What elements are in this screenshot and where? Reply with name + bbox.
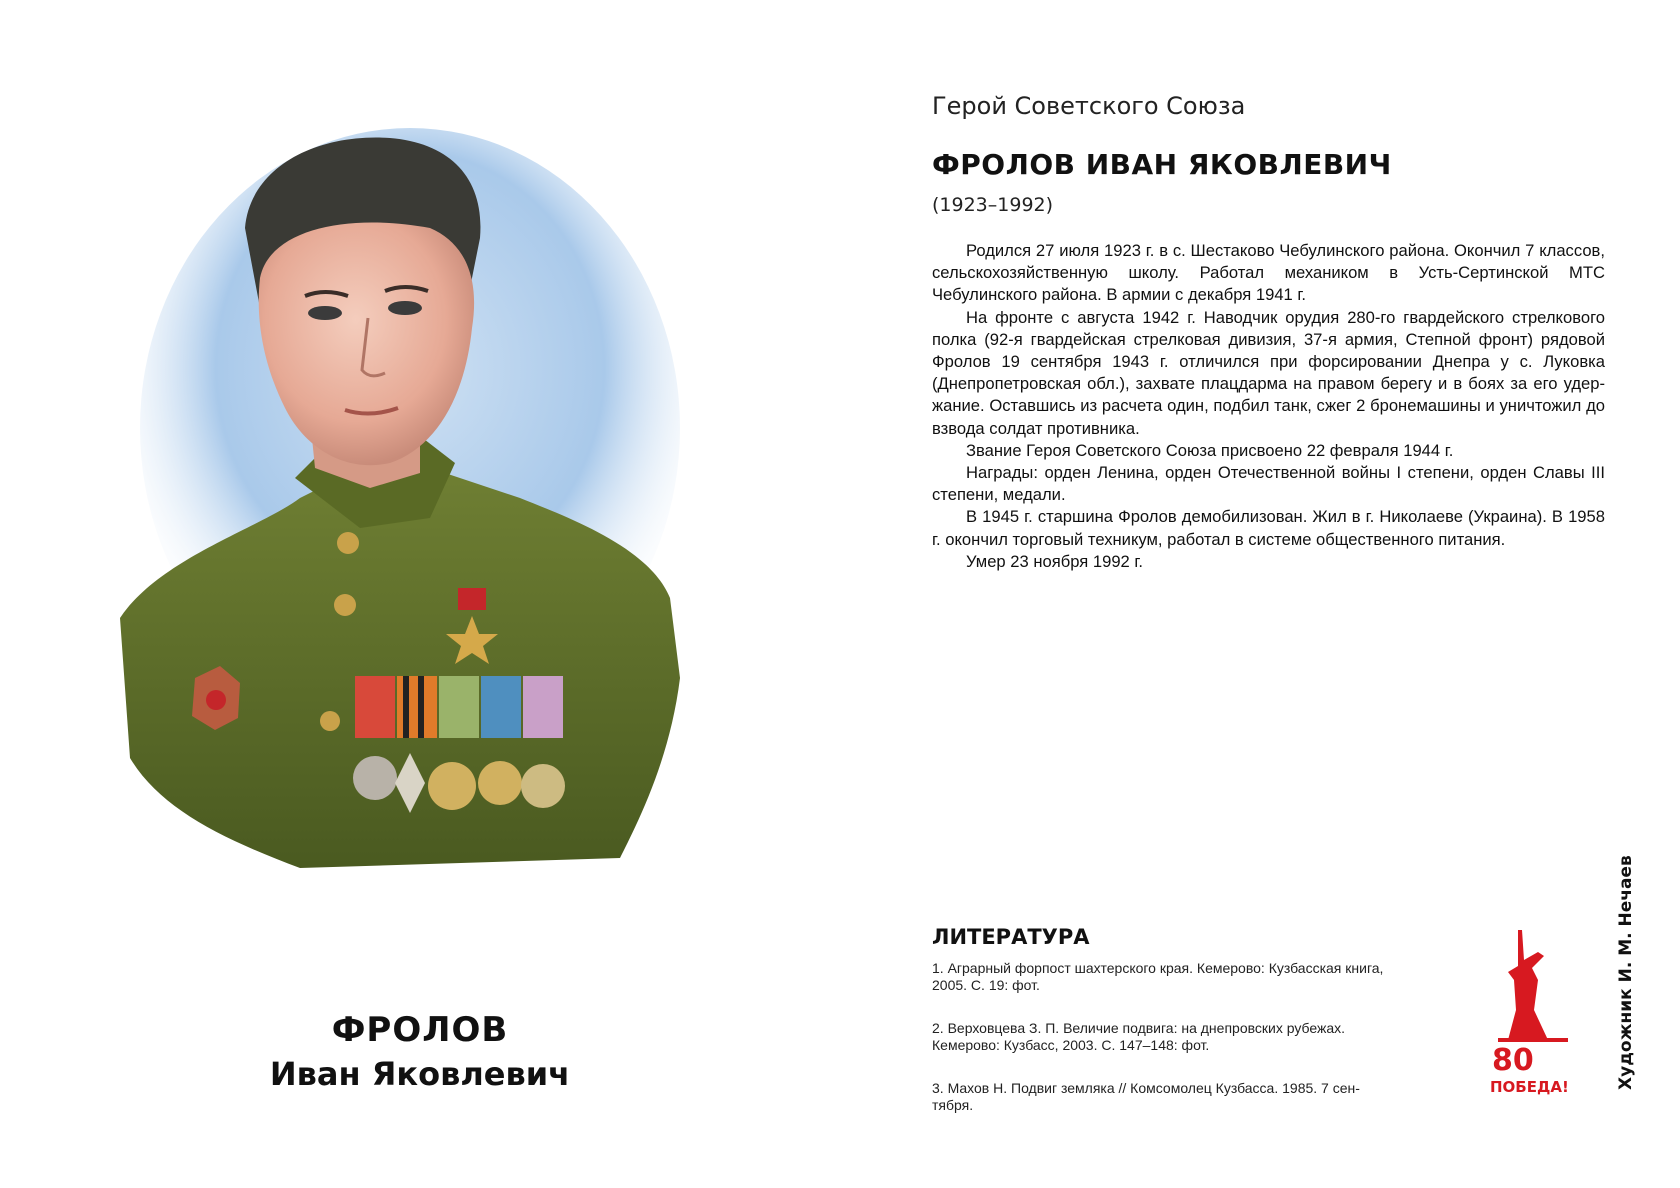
literature-heading: ЛИТЕРАТУРА: [932, 925, 1090, 949]
biography: [932, 240, 1605, 573]
bio-paragraph: Родился 27 июля 1923 г. в с. Шестаково Чебулинского района. Окончил 7 классов, сельскохозяйственную школу. Работал механиком в Усть-Сертинской МТС Чебулинского района. В армии с декабря 1941 г.: [932, 241, 1605, 305]
literature-item: 1. Аграрный форпост шахтерского края. Кемерово: Кузбасская книга, 2005. С. 19: фот.: [932, 960, 1384, 993]
portrait-caption: [100, 1008, 740, 1096]
literature-item: 3. Махов Н. Подвиг земляка // Комсомолец Кузбасса. 1985. 7 сентября.: [932, 1080, 1360, 1113]
portrait-painting: [100, 118, 740, 968]
logo-word: ПОБЕДА!: [1490, 1078, 1569, 1096]
bio-paragraph: В 1945 г. старшина Фролов демобилизован. Жил в г. Николаеве (Украина). В 1958 г. окончил торговый техникум, работал в системе общественного питания.: [932, 507, 1605, 549]
victory-80-logo-icon: [1488, 920, 1578, 1100]
logo-number: 80: [1492, 1043, 1534, 1078]
artist-credit: Художник И. М. Нечаев: [1616, 855, 1636, 1090]
bio-paragraph: Звание Героя Советского Союза присвоено 22 февраля 1944 г.: [966, 440, 1454, 460]
literature-item: 2. Верховцева З. П. Величие подвига: на днепровских рубежах. Кемерово: Кузбасс, 2003. С. 147–148: фот.: [932, 1020, 1346, 1053]
life-years: (1923–1992): [932, 194, 1054, 216]
bio-paragraph: Награды: орден Ленина, орден Отечественной войны I степени, орден Славы III степени, медали.: [932, 463, 1605, 505]
hero-title-subtitle: Герой Советского Союза: [932, 92, 1246, 120]
bio-paragraph: На фронте с августа 1942 г. Наводчик орудия 280-го гвардейского стрелкового полка (92-я гвардейская стрелковая дивизия, 37-я армия, Степной фронт) рядовой Фролов 19 сентября 1943 г. отличился при форсировании Днепра у с. Луковка (Днепропетровская обл.), захвате плацдарма на правом берегу и в боях за его удержание. Оставшись из расчета один, подбил танк, сжег 2 бронемашины и уничтожил до взвода солдат противника.: [932, 307, 1605, 438]
hero-full-name: ФРОЛОВ ИВАН ЯКОВЛЕВИЧ: [932, 148, 1392, 181]
literature-list: [932, 960, 1392, 1140]
caption-given-name: Иван Яковлевич: [269, 1055, 571, 1093]
caption-surname: ФРОЛОВ: [331, 1010, 509, 1050]
bio-paragraph: Умер 23 ноября 1992 г.: [966, 551, 1144, 571]
